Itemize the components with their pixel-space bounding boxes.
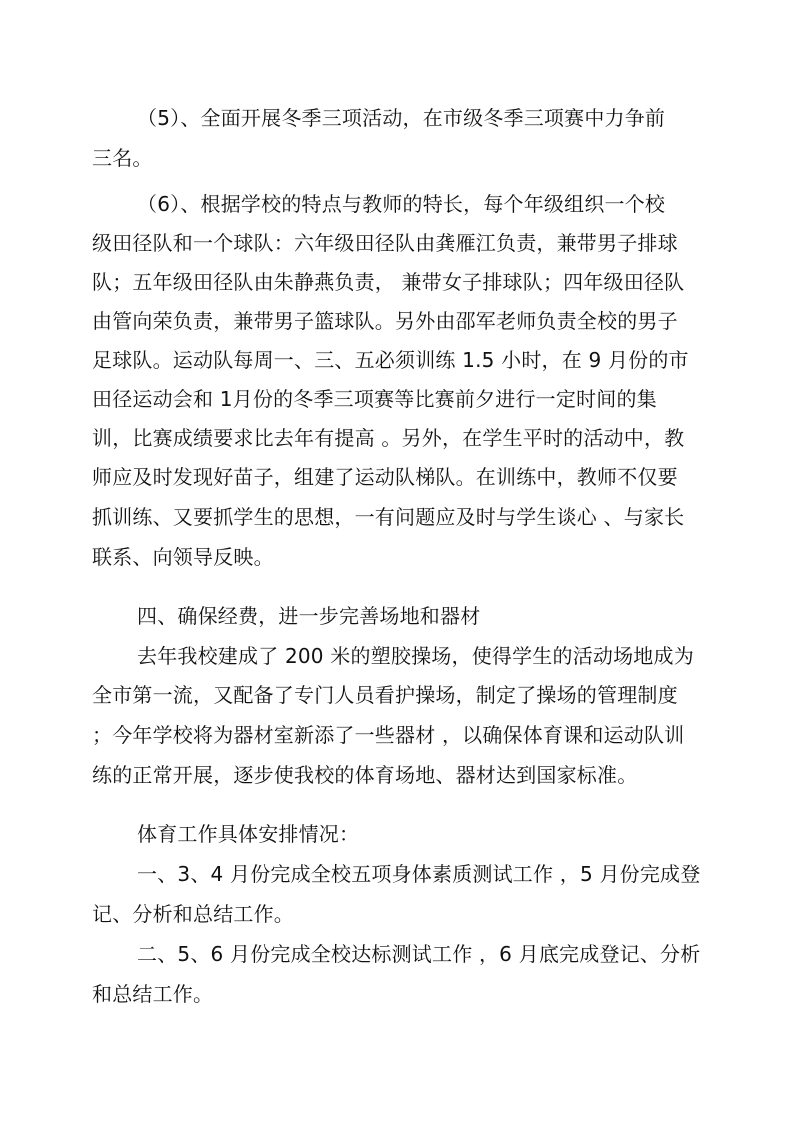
text-line: 一、3、4 月份完成全校五项身体素质测试工作 ，5 月份完成登 (137, 862, 701, 886)
text-line: 联系、向领导反映。 (92, 545, 274, 569)
text-line: 师应及时发现好苗子，组建了运动队梯队。在训练中，教师不仅要 (92, 465, 678, 489)
text-line: 田径运动会和 1月份的冬季三项赛等比赛前夕进行一定时间的集 (92, 387, 657, 411)
section-heading: 四、确保经费，进一步完善场地和器材 (137, 604, 481, 628)
text-line: ；今年学校将为器材室新添了一些器材 ，以确保体育课和运动队训 (92, 723, 685, 747)
section-heading: 体育工作具体安排情况： (137, 822, 360, 846)
text-line: 训，比赛成绩要求比去年有提高 。另外，在学生平时的活动中，教 (92, 426, 685, 450)
text-line: 三名。 (92, 146, 153, 170)
text-line: 和总结工作。 (92, 982, 214, 1006)
text-line: 级田径队和一个球队：六年级田径队由龚雁江负责，兼带男子排球 (92, 231, 678, 255)
text-line: （6）、根据学校的特点与教师的特长，每个年级组织一个校 (137, 192, 666, 216)
text-line: 练的正常开展，逐步使我校的体育场地、器材达到国家标准。 (92, 763, 638, 787)
text-line: 队；五年级田径队由朱静燕负责， 兼带女子排球队；四年级田径队 (92, 270, 685, 294)
text-line: 记、分析和总结工作。 (92, 902, 294, 926)
text-line: 由管向荣负责，兼带男子篮球队。另外由邵军老师负责全校的男子 (92, 309, 678, 333)
text-line: 足球队。运动队每周一、三、五必须训练 1.5 小时，在 9 月份的市 (92, 348, 689, 372)
text-line: 去年我校建成了 200 米的塑胶操场，使得学生的活动场地成为 (137, 644, 694, 668)
text-line: 全市第一流，又配备了专门人员看护操场，制定了操场的管理制度 (92, 683, 678, 707)
text-line: 抓训练、又要抓学生的思想，一有问题应及时与学生谈心 、与家长 (92, 505, 685, 529)
text-line: （5）、全面开展冬季三项活动，在市级冬季三项赛中力争前 (137, 106, 666, 130)
text-line: 二、5、6 月份完成全校达标测试工作 ，6 月底完成登记、分析 (137, 942, 701, 966)
